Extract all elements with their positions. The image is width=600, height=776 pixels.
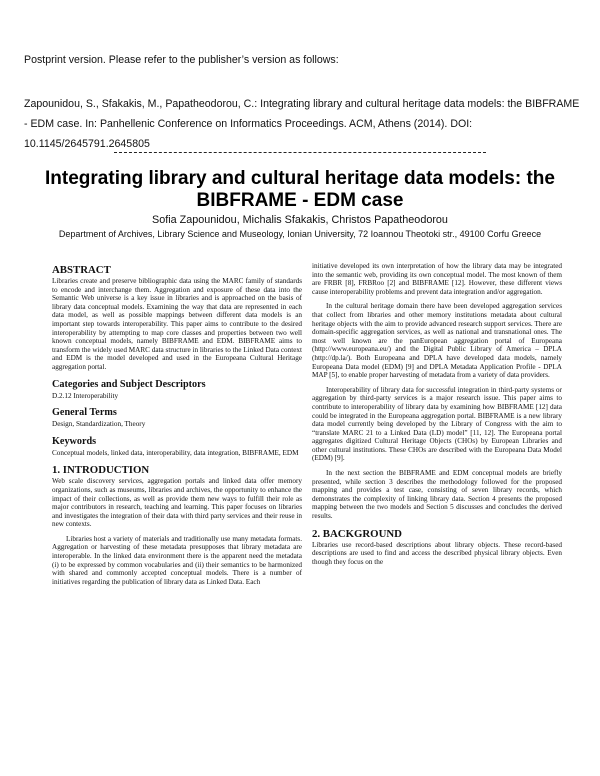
- categories-text: D.2.12 Interoperability: [52, 391, 119, 400]
- left-column: [52, 264, 302, 592]
- introduction-paragraph-5: Interoperability of library data for successful integration in third-party systems or aggregation by third-party services is a major research issue. This paper aims to contribute to interoperability of library data by examining how BIBFRAME [12] data could be integrated in the Europeana aggregation portal. BIBFRAME is a new library data model currently being developed by the Library of Congress with the aim to “translate MARC 21 to a Linked Data (LD) model” [11, 12]. The Europeana portal aggregates digitized Cultural Heritage Objects (CHOs) by European Libraries and other cultural institutions. These CHOs are described with the Europeana Data Model (EDM) [9].: [312, 385, 562, 463]
- terms-text: Design, Standardization, Theory: [52, 420, 146, 429]
- keywords-text: Conceptual models, linked data, interoperability, data integration, BIBFRAME, EDM: [52, 448, 299, 457]
- terms-heading: General Terms: [52, 407, 117, 419]
- right-column: [312, 262, 562, 572]
- introduction-paragraph-4: In the cultural heritage domain there have been developed aggregation services that collect from libraries and other memory institutions metadata about cultural heritage objects with the aim to provide advanced research support services. There are domain-specific aggregation services, as well as national and transnational ones. The most well known are the panEuropean aggregation portal of Europeana (http://www.europeana.eu/) and the Digital Public Library of America – DPLA (http://dp.la/). Both Europeana and DPLA have developed data models, namely Europeana Data model (EDM) [9] and DPLA Metadata Application Profile - DPLA MAP [5], to enable proper harvesting of metadata from a variety of data providers.: [312, 302, 562, 380]
- background-heading: 2. BACKGROUND: [312, 527, 402, 540]
- abstract-heading: ABSTRACT: [52, 264, 111, 276]
- citation: Zapounidou, S., Sfakakis, M., Papatheodorou, C.: Integrating library and cultural heritage data models: the BIBFRAME - EDM case. In: Panhellenic Conference on Informatics Proceedings. ACM, Athens (2014). DOI: 10.1145/2645791.2645805: [24, 98, 580, 150]
- paper-authors: Sofia Zapounidou, Michalis Sfakakis, Christos Papatheodorou: [152, 214, 448, 226]
- categories-heading: Categories and Subject Descriptors: [52, 378, 206, 390]
- separator-rule: [114, 152, 486, 153]
- introduction-heading: 1. INTRODUCTION: [52, 464, 150, 477]
- introduction-paragraph-1: Web scale discovery services, aggregation portals and linked data offer memory organizations, such as museums, libraries and archives, the opportunity to enhance the impact of their collections, as well as provide them new ways to fulfill their role as major contributors in research, teaching and learning. This paper focuses on libraries and investigates the integration of their data with third party services and their reuse in new contexts.: [52, 477, 302, 529]
- keywords-heading: Keywords: [52, 435, 97, 447]
- introduction-paragraph-2: Libraries host a variety of materials and traditionally use many metadata formats. Aggregation or harvesting of these metadata presupposes that library metadata are interoperable. In the linked data environment there is the apparent need the metadata (i) to be expressed by common vocabularies and (ii) their semantics to be harmonized with shared and commonly accepted conceptual models. There is a number of initiatives regarding the publication of library data as Linked Data. Each: [52, 534, 302, 586]
- abstract-text: Libraries create and preserve bibliographic data using the MARC family of standards to encode and interchange them. Aggregation and exposure of these data into the Semantic Web universe is a key issue in libraries and is approached on the basis of library data conceptual models. Examining the way that data are represented in each data model, as well as possible mappings between different data models is an important step towards interoperability. This paper aims to contribute to the desired interoperability by attempting to map core classes and properties between two well known conceptual models, namely BIBFRAME and EDM. BIBFRAME aims to transform the widely used MARC data structure in libraries to the Linked Data context and EDM is the model developed and used in the Europeana Cultural Heritage aggregation portal.: [52, 277, 302, 371]
- paper-affiliation: Department of Archives, Library Science and Museology, Ionian University, 72 Ioannou Theotoki str., 49100 Corfu Greece: [58, 229, 542, 239]
- background-text: Libraries use record-based descriptions about library objects. These record-based descriptions are used to find and access the described physical library objects. Even though they focus on the: [312, 540, 562, 566]
- introduction-paragraph-3: initiative developed its own interpretation of how the library data may be integrated into the semantic web, providing its own conceptual model. The most known of them are FRBR [8], FRBRoo [2] and BIBFRAME [12]. However, these different views cause interoperability problems and prevent data integration and/or aggregation.: [312, 262, 562, 296]
- postprint-note: Postprint version. Please refer to the publisher’s version as follows:: [24, 54, 339, 66]
- paper-title: Integrating library and cultural heritage data models: the BIBFRAME - EDM case: [45, 168, 555, 211]
- introduction-paragraph-6: In the next section the BIBFRAME and EDM conceptual models are briefly presented, while section 3 describes the methodology followed for the proposed mapping and provides a test case, consisting of seven library records, which demonstrates the complexity of linking library data. Section 4 presents the proposed mapping between the two models and Section 5 discusses and concludes the derived results.: [312, 469, 562, 521]
